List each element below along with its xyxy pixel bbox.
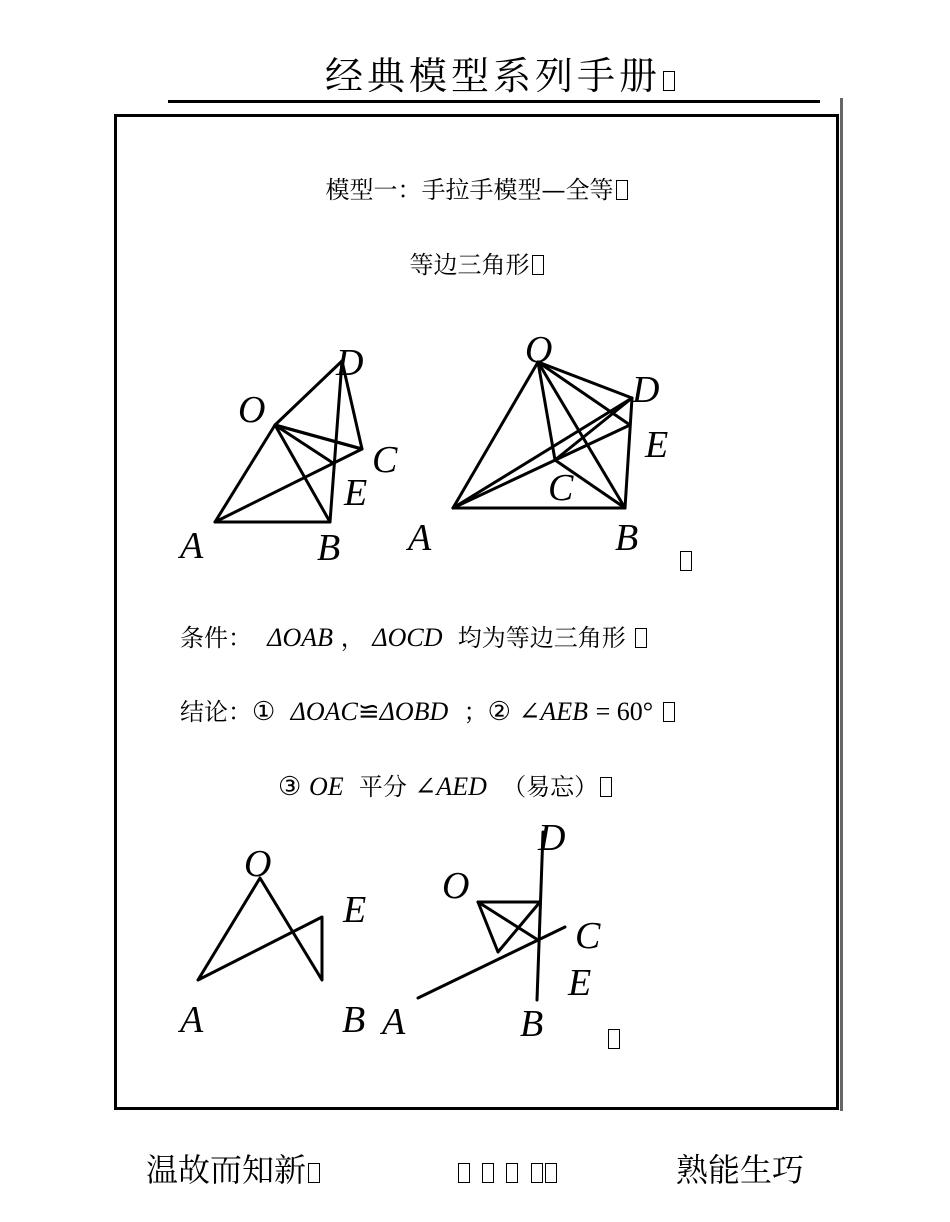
footer-left <box>146 1150 320 1190</box>
missing-glyph-icon <box>545 1163 557 1183</box>
fig3-label-e: E <box>343 889 367 931</box>
footer-middle <box>456 1150 557 1190</box>
condition-separator: ， <box>340 624 365 652</box>
fig2-label-a: A <box>408 517 432 559</box>
fig4-label-o: O <box>442 865 470 907</box>
condition-line <box>180 623 647 653</box>
conclusion-separator: ； <box>463 698 488 726</box>
fig2-segment-ae <box>453 425 630 508</box>
footer-right-text: 熟能生巧 <box>676 1151 805 1189</box>
fig1-label-d: D <box>336 342 364 384</box>
missing-glyph-icon <box>308 1163 320 1183</box>
missing-glyph-icon <box>506 1163 518 1183</box>
fig2-label-b: B <box>615 517 639 559</box>
fig3-label-a: A <box>180 999 204 1041</box>
fig2-label-d: D <box>632 369 660 411</box>
fig4-label-b: B <box>520 1003 544 1045</box>
missing-glyph-icon <box>482 1163 494 1183</box>
conclusion-note: （易忘） <box>502 773 599 801</box>
page-title-text: 经典模型系列手册 <box>324 54 661 98</box>
conclusion-line-1 <box>180 697 675 727</box>
conclusion-num-2: ② <box>487 697 511 726</box>
conclusion-angle-value: = 60° <box>595 697 654 726</box>
missing-glyph-icon <box>458 1163 470 1183</box>
conclusion-angle-aeb: ∠AEB <box>518 697 588 726</box>
section-subtitle-text: 等边三角形 <box>409 251 530 279</box>
fig3-label-o: O <box>244 843 272 885</box>
fig1-segment-oe <box>275 425 333 463</box>
section-title-text: 模型一：手拉手模型—全等 <box>325 176 614 204</box>
figure-1 <box>177 342 398 569</box>
fig2-label-c: C <box>548 467 574 509</box>
fig1-label-o: O <box>238 389 266 431</box>
fig1-label-e: E <box>344 472 368 514</box>
conclusion-triangle-obd: ΔOBD <box>379 697 449 726</box>
congruent-symbol: ≌ <box>357 697 380 726</box>
condition-label: 条件： <box>180 624 252 652</box>
footer-right <box>676 1150 804 1190</box>
conclusion-num-1: ① <box>252 697 276 726</box>
missing-glyph-icon <box>608 1029 620 1049</box>
conclusion-oe: OE <box>308 772 344 801</box>
fig3-label-b: B <box>342 999 366 1041</box>
conclusion-line-2 <box>278 772 612 802</box>
fig2-segment-ad <box>453 398 632 508</box>
figure-2 <box>405 329 668 559</box>
fig4-label-c: C <box>575 915 601 957</box>
condition-triangle-oab: ΔOAB <box>267 623 334 652</box>
fig2-label-e: E <box>645 424 669 466</box>
fig4-label-d: D <box>538 817 566 859</box>
missing-glyph-icon <box>663 702 675 722</box>
condition-text: 均为等边三角形 <box>457 624 626 652</box>
fig1-label-b: B <box>317 527 341 569</box>
fig1-label-a: A <box>180 525 204 567</box>
missing-glyph-icon <box>680 551 692 571</box>
figure-3 <box>177 843 366 1041</box>
missing-glyph-icon <box>635 628 647 648</box>
missing-glyph-icon <box>531 1163 543 1183</box>
conclusion-triangle-oac: ΔOAC <box>290 697 358 726</box>
figure-4 <box>379 817 601 1045</box>
fig2-segment-bd <box>625 398 632 508</box>
fig2-label-o: O <box>525 329 553 371</box>
footer-left-text: 温故而知新 <box>146 1151 307 1189</box>
fig4-label-a: A <box>382 1001 406 1043</box>
fig4-label-e: E <box>568 962 592 1004</box>
conclusion-bisect-text: 平分 <box>358 773 407 801</box>
conclusion-num-3: ③ <box>278 772 302 801</box>
condition-triangle-ocd: ΔOCD <box>372 623 443 652</box>
conclusion-label: 结论： <box>180 698 252 726</box>
conclusion-angle-aed: ∠AED <box>414 772 487 801</box>
fig1-label-c: C <box>372 439 398 481</box>
missing-glyph-icon <box>600 777 612 797</box>
fig3-polyline <box>198 878 322 980</box>
